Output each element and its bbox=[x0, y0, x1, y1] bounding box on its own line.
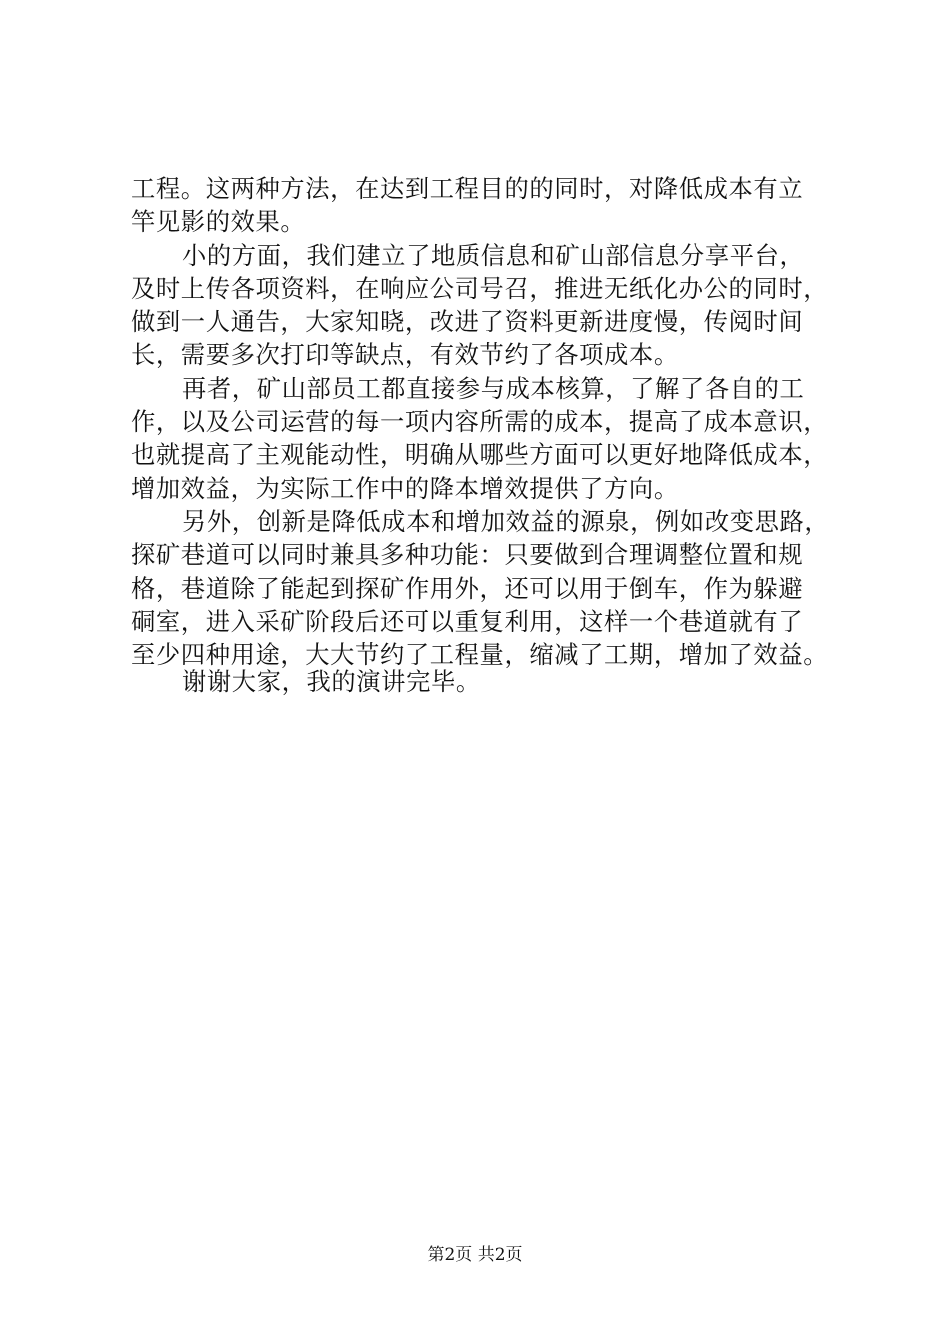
paragraph-start-line: 再者，矿山部员工都直接参与成本核算，了解了各自的工 bbox=[182, 373, 805, 403]
text-line: 作，以及公司运营的每一项内容所需的成本，提高了成本意识， bbox=[131, 407, 829, 437]
text-line: 及时上传各项资料，在响应公司号召，推进无纸化办公的同时， bbox=[131, 273, 829, 303]
text-line: 长，需要多次打印等缺点，有效节约了各项成本。 bbox=[131, 340, 679, 370]
text-line: 探矿巷道可以同时兼具多种功能：只要做到合理调整位置和规 bbox=[131, 540, 804, 570]
text-line: 竿见影的效果。 bbox=[131, 207, 306, 237]
page-footer: 第2页 共2页 bbox=[427, 1245, 523, 1265]
text-line: 至少四种用途，大大节约了工程量，缩减了工期，增加了效益。 bbox=[131, 640, 829, 670]
text-line: 工程。这两种方法，在达到工程目的的同时，对降低成本有立 bbox=[131, 174, 804, 203]
text-line: 格，巷道除了能起到探矿作用外，还可以用于倒车，作为躲避 bbox=[131, 573, 804, 603]
text-line: 增加效益，为实际工作中的降本增效提供了方向。 bbox=[131, 473, 679, 503]
closing-remark: 谢谢大家，我的演讲完毕。 bbox=[182, 667, 481, 696]
text-line: 做到一人通告，大家知晓，改进了资料更新进度慢，传阅时间 bbox=[131, 307, 804, 337]
paragraph-start-line: 小的方面，我们建立了地质信息和矿山部信息分享平台， bbox=[182, 240, 805, 270]
text-line: 也就提高了主观能动性，明确从哪些方面可以更好地降低成本， bbox=[131, 440, 829, 470]
text-line: 硐室，进入采矿阶段后还可以重复利用，这样一个巷道就有了 bbox=[131, 606, 804, 636]
paragraph-start-line: 另外，创新是降低成本和增加效益的源泉，例如改变思路， bbox=[182, 506, 830, 536]
body-text bbox=[131, 172, 851, 671]
